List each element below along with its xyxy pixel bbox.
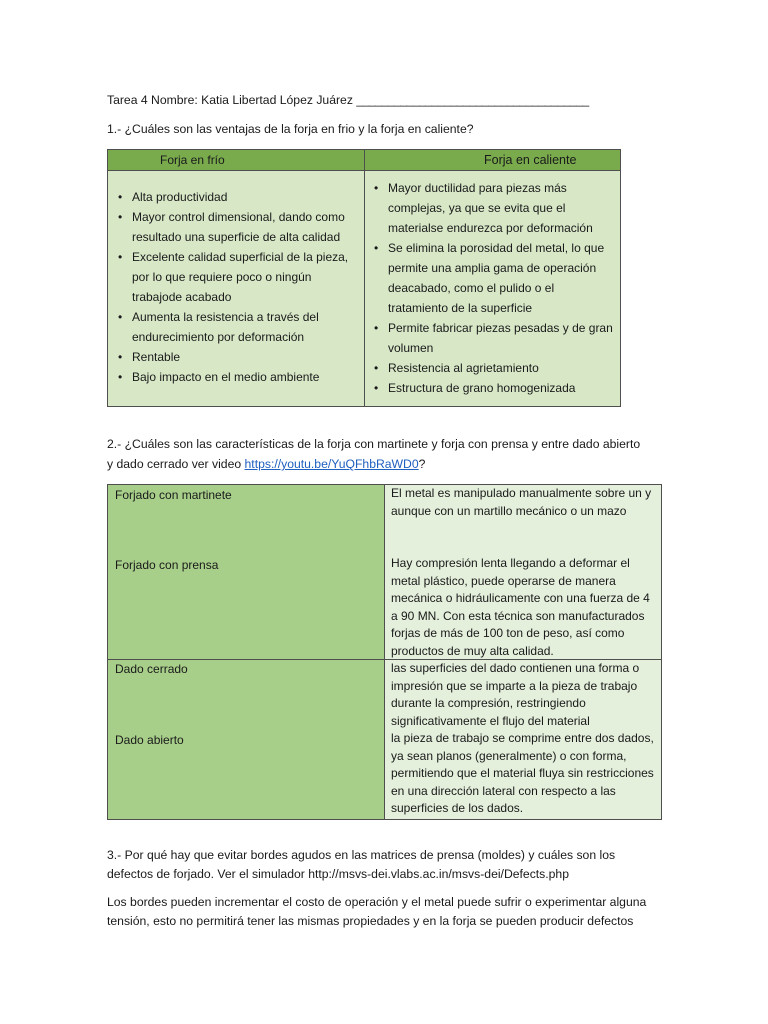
list-item: • Mayor ductilidad para piezas más complejas, ya que se evita que el materialse endurezca por deformación <box>374 178 614 238</box>
label-closed-die: Dado cerrado <box>115 662 188 676</box>
hot-forging-list <box>374 178 614 398</box>
column-divider <box>364 150 365 406</box>
header-text: Tarea 4 Nombre: Katia Libertad López Juárez <box>107 93 353 107</box>
label-press-forging: Forjado con prensa <box>115 558 219 572</box>
answer-3-line-1: Los bordes pueden incrementar el costo de operación y el metal puede sufrir o experimentar alguna <box>107 895 647 909</box>
label-open-die: Dado abierto <box>115 733 184 747</box>
question-2-prefix: y dado cerrado ver video <box>107 457 242 471</box>
list-item: • Se elimina la porosidad del metal, lo que permite una amplia gama de operación deacabado, como el pulido o el tratamiento de la superficie <box>374 238 614 318</box>
text-hammer-forging: El metal es manipulado manualmente sobre un y aunque con un martillo mecánico o un mazo <box>391 486 652 518</box>
forging-advantages-table <box>107 149 621 407</box>
cold-forging-list <box>118 187 356 387</box>
question-2-suffix: ? <box>418 457 426 471</box>
list-item: • Permite fabricar piezas pesadas y de gran volumen <box>374 318 614 358</box>
label-column <box>108 485 384 819</box>
label-hammer-forging: Forjado con martinete <box>115 488 232 502</box>
question-1: 1.- ¿Cuáles son las ventajas de la forja en frio y la forja en caliente? <box>107 122 474 136</box>
list-item: • Aumenta la resistencia a través del endurecimiento por deformación <box>118 307 356 347</box>
question-3-line-2: defectos de forjado. Ver el simulador http://msvs-dei.vlabs.ac.in/msvs-dei/Defects.php <box>107 867 569 881</box>
text-press-forging: Hay compresión lenta llegando a deformar el metal plástico, puede operarse de manera mecánica o hidráulicamente con una fuerza de 4 a 90 MN. Con esta técnica son manufacturados forjas de más de 100 ton de peso, así como productos de muy alta calidad. <box>391 556 650 658</box>
question-2-line-1: 2.- ¿Cuáles son las características de la forja con martinete y forja con prensa y entre dado abierto <box>107 437 641 451</box>
question-2-line-2 <box>107 457 425 471</box>
question-3-line-1: 3.- Por qué hay que evitar bordes agudos en las matrices de prensa (moldes) y cuáles son los <box>107 848 616 862</box>
video-link[interactable]: https://youtu.be/YuQFhbRaWD0 <box>244 457 419 471</box>
list-item: • Bajo impacto en el medio ambiente <box>118 367 356 387</box>
answer-3-line-2: tensión, esto no permitirá tener las mismas propiedades y en la forja se pueden producir defectos <box>107 914 634 928</box>
header-cold-forging: Forja en frío <box>160 153 225 167</box>
column-divider <box>384 485 385 819</box>
text-closed-die: las superficies del dado contienen una forma o impresión que se imparte a la pieza de trabajo durante la compresión, restringiendo significativamente el flujo del material <box>391 661 640 728</box>
list-item: • Excelente calidad superficial de la pieza, por lo que requiere poco o ningún trabajode acabado <box>118 247 356 307</box>
list-item: • Estructura de grano homogenizada <box>374 378 614 398</box>
forging-methods-table <box>107 484 662 820</box>
list-item: • Resistencia al agrietamiento <box>374 358 614 378</box>
list-item: • Alta productividad <box>118 187 356 207</box>
list-item: • Mayor control dimensional, dando como resultado una superficie de alta calidad <box>118 207 356 247</box>
header-hot-forging: Forja en caliente <box>484 153 577 167</box>
text-open-die: la pieza de trabajo se comprime entre dos dados, ya sean planos (generalmente) o con forma, permitiendo que el material fluya sin restricciones en una dirección lateral con respecto a las superficies de los dados. <box>391 731 654 815</box>
header-line <box>107 93 589 107</box>
name-underline: _____________________________________ <box>356 93 589 107</box>
list-item: • Rentable <box>118 347 356 367</box>
